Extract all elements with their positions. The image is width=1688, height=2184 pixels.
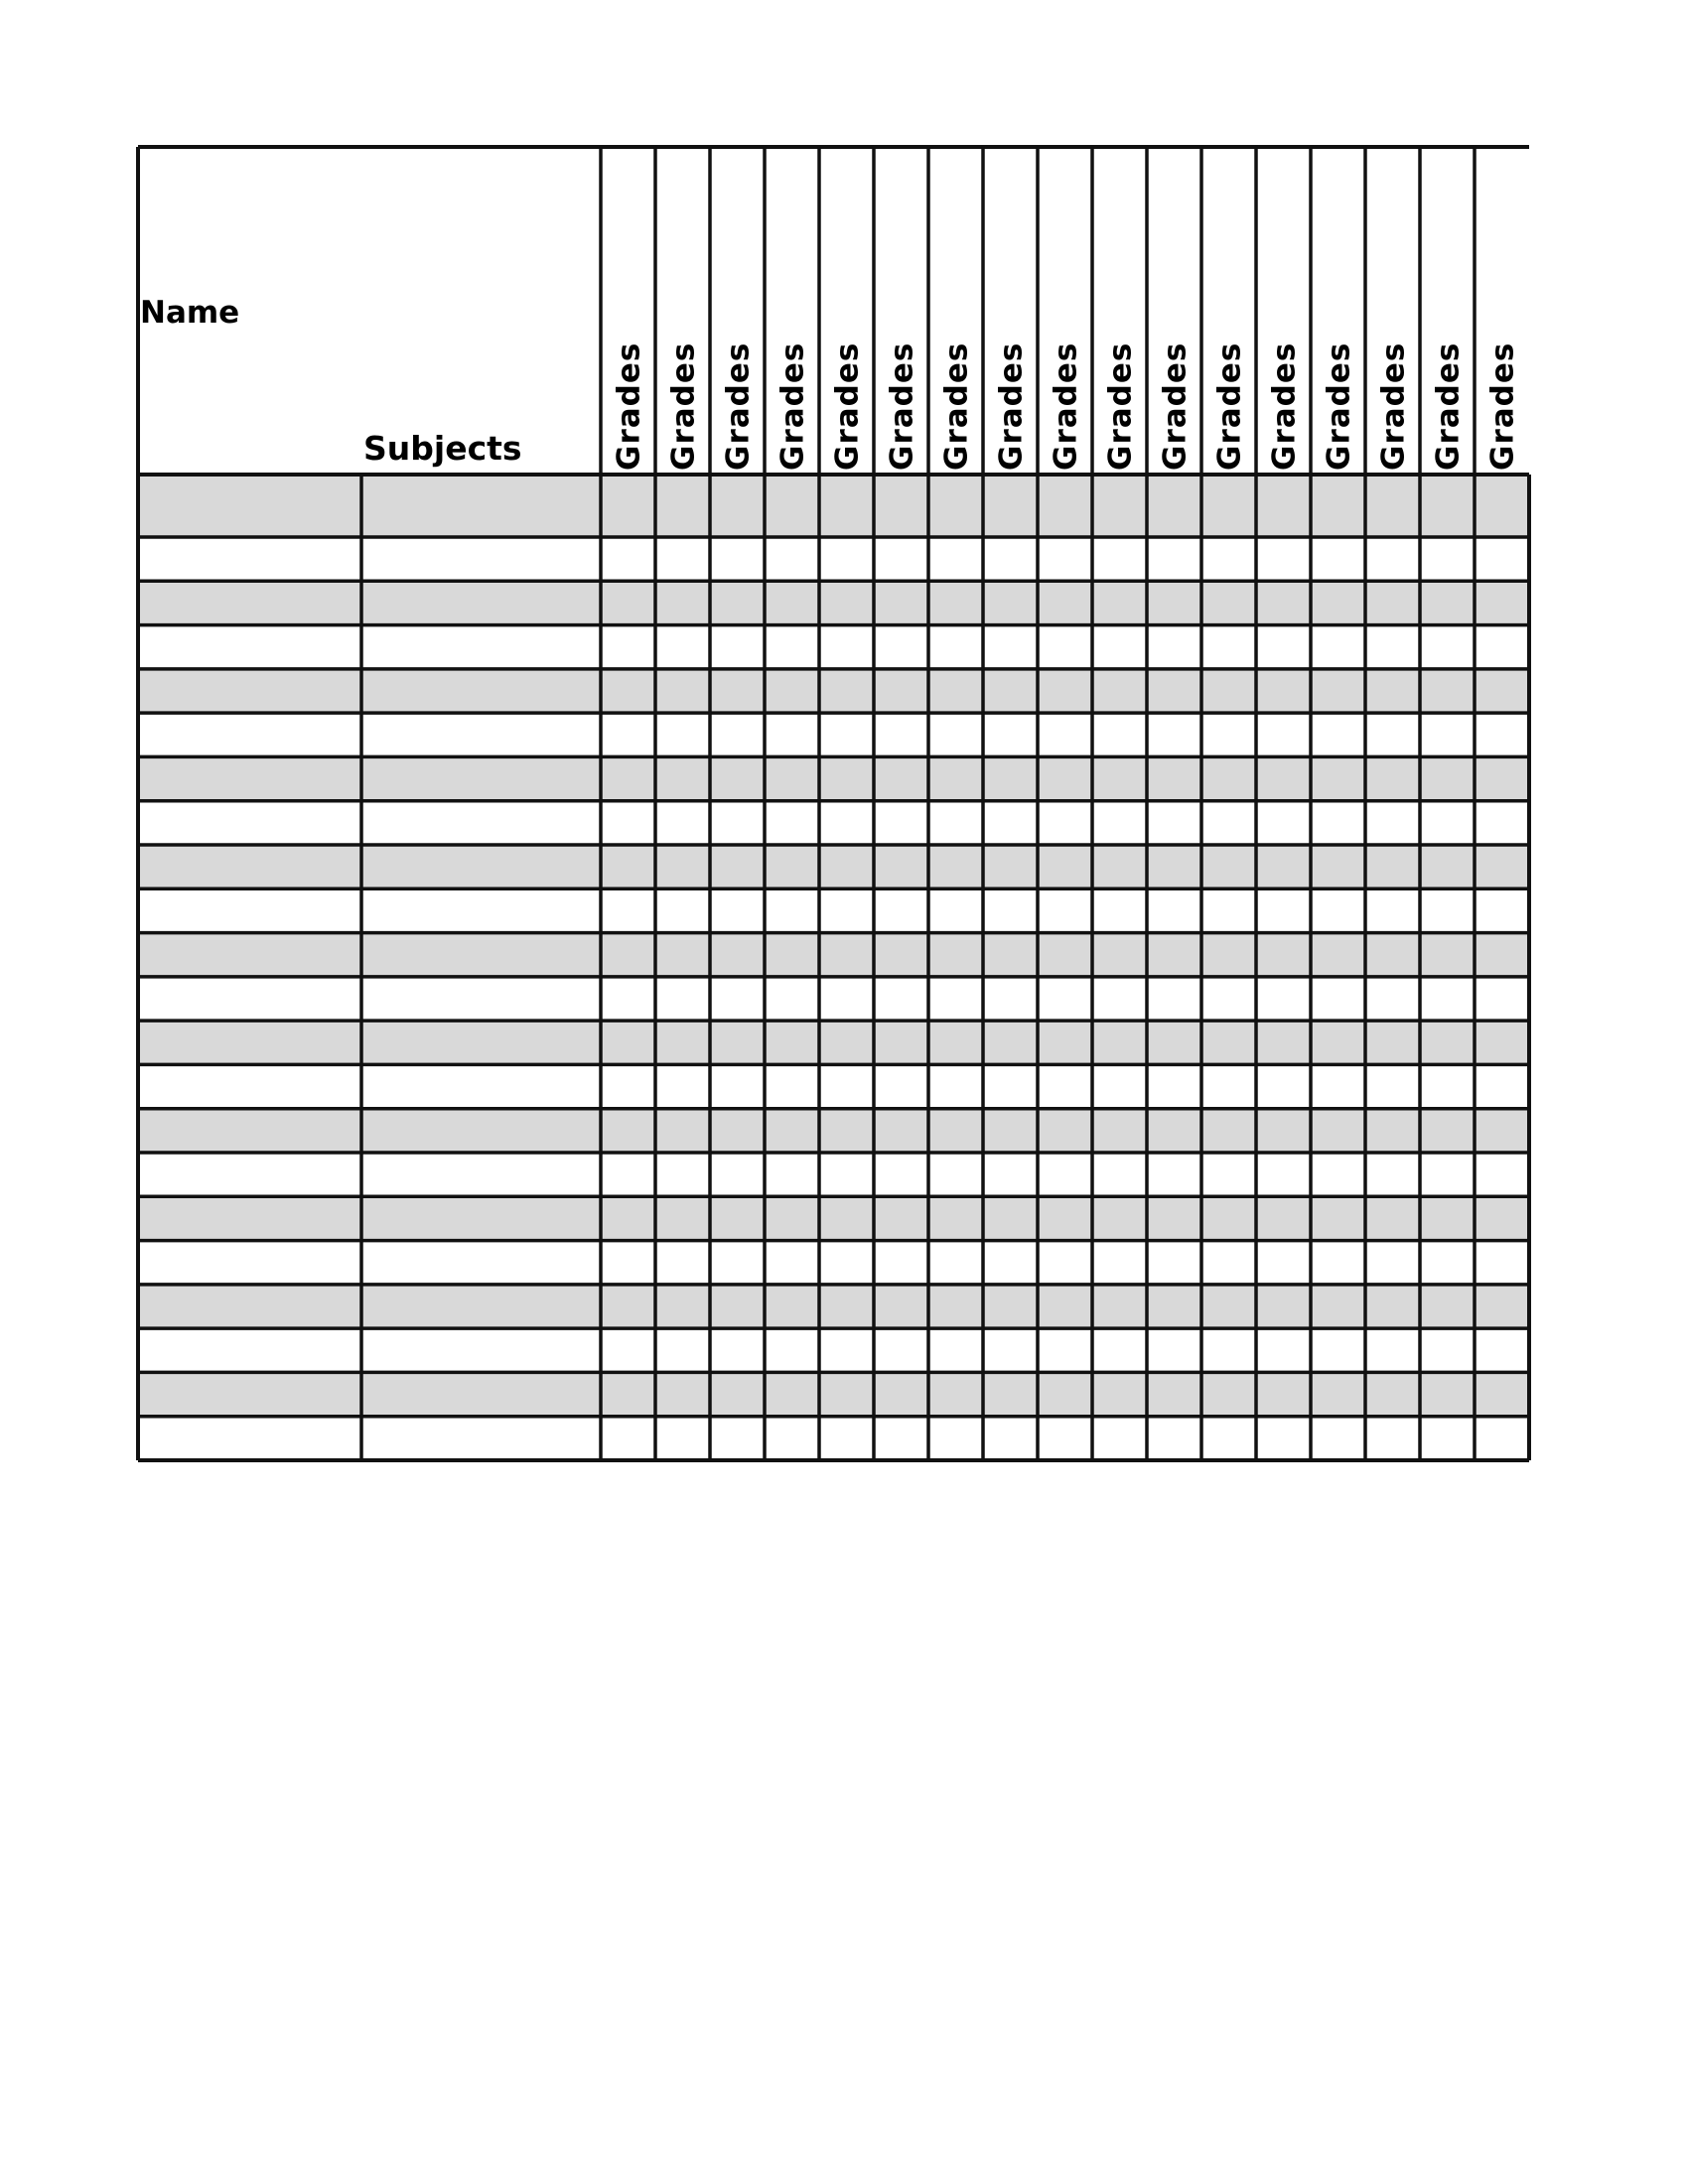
grades-header: Grades (1484, 341, 1521, 471)
table-row (138, 1241, 1529, 1285)
table-row (138, 756, 1529, 800)
grades-header: Grades (938, 341, 975, 471)
grades-header: Grades (1321, 341, 1357, 471)
table-row (138, 1328, 1529, 1372)
grades-header: Grades (1375, 341, 1412, 471)
table-row (138, 669, 1529, 713)
table-row (138, 1417, 1529, 1460)
table-row (138, 537, 1529, 581)
grades-header: Grades (1102, 341, 1139, 471)
table-row (138, 801, 1529, 845)
grades-header: Grades (665, 341, 702, 471)
table-row (138, 625, 1529, 669)
subjects-header: Subjects (363, 429, 522, 468)
grades-header: Grades (993, 341, 1030, 471)
grades-header: Grades (720, 341, 757, 471)
table-row (138, 1153, 1529, 1196)
table-row (138, 1064, 1529, 1108)
grades-header: Grades (1211, 341, 1248, 471)
grades-header: Grades (1266, 341, 1303, 471)
table-row (138, 1021, 1529, 1064)
grades-header: Grades (1048, 341, 1084, 471)
grades-header: Grades (884, 341, 920, 471)
grades-header: Grades (1430, 341, 1467, 471)
table-row (138, 1196, 1529, 1240)
name-header: Name (140, 295, 240, 331)
header-labels (140, 295, 522, 468)
grades-header: Grades (611, 341, 647, 471)
table-row (138, 933, 1529, 977)
grade-headers (612, 342, 1521, 471)
grades-header: Grades (1157, 341, 1194, 471)
grades-header: Grades (829, 341, 866, 471)
table-row (138, 713, 1529, 756)
table-row (138, 977, 1529, 1021)
grades-header: Grades (774, 341, 811, 471)
table-row (138, 888, 1529, 932)
row-fills (138, 475, 1529, 1460)
table-row (138, 581, 1529, 624)
table-row (138, 1285, 1529, 1328)
table-row (138, 1372, 1529, 1416)
table-row (138, 475, 1529, 537)
table-row (138, 1109, 1529, 1153)
table-row (138, 845, 1529, 888)
